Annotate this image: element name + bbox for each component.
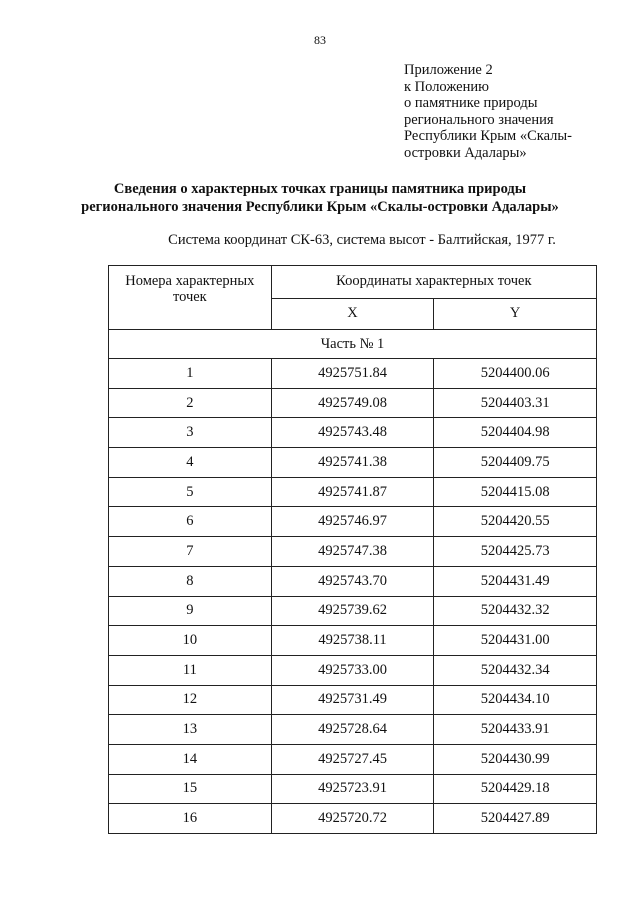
header-point-numbers: Номера характерных точек xyxy=(109,266,272,330)
point-number-cell: 16 xyxy=(109,804,272,834)
appendix-line: островки Адалары» xyxy=(404,144,527,161)
point-number-cell: 8 xyxy=(109,566,272,596)
appendix-line: о памятнике природы xyxy=(404,95,538,111)
table-row xyxy=(109,566,597,596)
x-coordinate-cell: 4925741.87 xyxy=(271,477,434,507)
y-coordinate-cell: 5204432.34 xyxy=(434,655,597,685)
point-number-cell: 3 xyxy=(109,418,272,448)
title-line-2: регионального значения Республики Крым «Скалы-островки Адалары» xyxy=(81,199,559,215)
appendix-line: регионального значения xyxy=(404,111,554,128)
y-coordinate-cell: 5204432.32 xyxy=(434,596,597,626)
x-coordinate-cell: 4925746.97 xyxy=(271,507,434,537)
x-coordinate-cell: 4925738.11 xyxy=(271,626,434,656)
table-row xyxy=(109,537,597,567)
point-number-cell: 6 xyxy=(109,507,272,537)
appendix-line: к Положению xyxy=(404,78,489,95)
document-title xyxy=(0,180,640,216)
y-coordinate-cell: 5204430.99 xyxy=(434,744,597,774)
x-coordinate-cell: 4925731.49 xyxy=(271,685,434,715)
appendix-line: Республики Крым «Скалы- xyxy=(404,128,572,144)
y-coordinate-cell: 5204409.75 xyxy=(434,448,597,478)
x-coordinate-cell: 4925728.64 xyxy=(271,715,434,745)
appendix-line: Приложение 2 xyxy=(404,62,493,78)
point-number-cell: 14 xyxy=(109,744,272,774)
y-coordinate-cell: 5204425.73 xyxy=(434,537,597,567)
point-number-cell: 7 xyxy=(109,537,272,567)
point-number-cell: 10 xyxy=(109,626,272,656)
table-row xyxy=(109,655,597,685)
header-y: Y xyxy=(434,298,597,329)
y-coordinate-cell: 5204427.89 xyxy=(434,804,597,834)
x-coordinate-cell: 4925743.48 xyxy=(271,418,434,448)
header-coordinates: Координаты характерных точек xyxy=(271,266,596,299)
table-row xyxy=(109,744,597,774)
point-number-cell: 13 xyxy=(109,715,272,745)
title-line-1: Сведения о характерных точках границы памятника природы xyxy=(113,181,527,197)
page-number: 83 xyxy=(314,33,326,47)
part-label: Часть № 1 xyxy=(109,330,597,359)
coordinate-system-note: Система координат СК-63, система высот - Балтийская, 1977 г. xyxy=(168,232,556,248)
table-row xyxy=(109,804,597,834)
x-coordinate-cell: 4925727.45 xyxy=(271,744,434,774)
y-coordinate-cell: 5204415.08 xyxy=(434,477,597,507)
point-number-cell: 1 xyxy=(109,359,272,389)
table-row xyxy=(109,359,597,389)
point-number-cell: 4 xyxy=(109,448,272,478)
y-coordinate-cell: 5204434.10 xyxy=(434,685,597,715)
table-row xyxy=(109,626,597,656)
x-coordinate-cell: 4925741.38 xyxy=(271,448,434,478)
x-coordinate-cell: 4925743.70 xyxy=(271,566,434,596)
point-number-cell: 15 xyxy=(109,774,272,804)
table-row xyxy=(109,507,597,537)
point-number-cell: 9 xyxy=(109,596,272,626)
x-coordinate-cell: 4925720.72 xyxy=(271,804,434,834)
point-number-cell: 5 xyxy=(109,477,272,507)
table-row xyxy=(109,596,597,626)
y-coordinate-cell: 5204431.00 xyxy=(434,626,597,656)
point-number-cell: 12 xyxy=(109,685,272,715)
point-number-cell: 2 xyxy=(109,388,272,418)
x-coordinate-cell: 4925723.91 xyxy=(271,774,434,804)
y-coordinate-cell: 5204429.18 xyxy=(434,774,597,804)
y-coordinate-cell: 5204420.55 xyxy=(434,507,597,537)
table-row xyxy=(109,418,597,448)
x-coordinate-cell: 4925749.08 xyxy=(271,388,434,418)
appendix-note xyxy=(404,62,624,161)
table-row xyxy=(109,448,597,478)
table-row xyxy=(109,685,597,715)
y-coordinate-cell: 5204433.91 xyxy=(434,715,597,745)
table-row xyxy=(109,774,597,804)
header-x: X xyxy=(271,298,434,329)
y-coordinate-cell: 5204403.31 xyxy=(434,388,597,418)
table-row xyxy=(109,477,597,507)
y-coordinate-cell: 5204404.98 xyxy=(434,418,597,448)
coordinates-table xyxy=(108,265,597,834)
y-coordinate-cell: 5204431.49 xyxy=(434,566,597,596)
x-coordinate-cell: 4925739.62 xyxy=(271,596,434,626)
x-coordinate-cell: 4925751.84 xyxy=(271,359,434,389)
table-row xyxy=(109,715,597,745)
x-coordinate-cell: 4925733.00 xyxy=(271,655,434,685)
y-coordinate-cell: 5204400.06 xyxy=(434,359,597,389)
point-number-cell: 11 xyxy=(109,655,272,685)
x-coordinate-cell: 4925747.38 xyxy=(271,537,434,567)
table-row xyxy=(109,388,597,418)
